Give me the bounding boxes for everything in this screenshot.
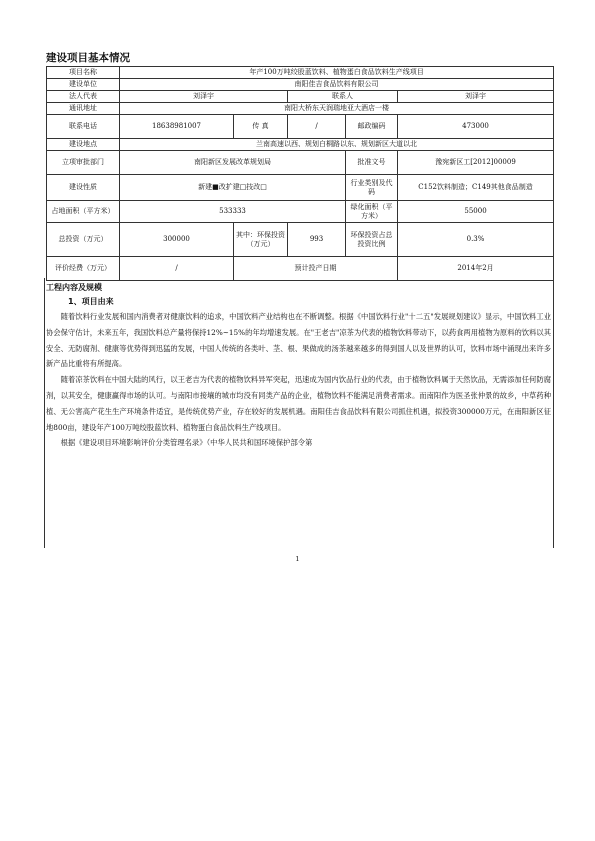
project-info-table bbox=[46, 66, 554, 281]
table-row bbox=[47, 67, 554, 79]
cell-label: 绿化面积（平方米） bbox=[346, 201, 398, 223]
cell-value: 年产100万吨绞股蓝饮料、植物蛋白食品饮料生产线项目 bbox=[120, 67, 554, 79]
cell-value: 993 bbox=[288, 223, 346, 257]
cell-value: 豫宛新区工[2012]00009 bbox=[398, 151, 554, 175]
table-row bbox=[47, 91, 554, 103]
cell-label: 建设性质 bbox=[47, 175, 120, 201]
table-row bbox=[47, 139, 554, 151]
cell-label: 立项审批部门 bbox=[47, 151, 120, 175]
cell-label: 评价经费（万元） bbox=[47, 257, 120, 281]
cell-label: 其中：环保投资（万元） bbox=[234, 223, 288, 257]
cell-label: 建设地点 bbox=[47, 139, 120, 151]
table-row bbox=[47, 223, 554, 257]
cell-label: 建设单位 bbox=[47, 79, 120, 91]
content-frame-right bbox=[553, 278, 554, 548]
table-row bbox=[47, 103, 554, 115]
cell-label: 传 真 bbox=[234, 115, 288, 139]
cell-label: 通讯地址 bbox=[47, 103, 120, 115]
cell-label: 邮政编码 bbox=[346, 115, 398, 139]
cell-label: 行业类别及代码 bbox=[346, 175, 398, 201]
cell-label: 项目名称 bbox=[47, 67, 120, 79]
cell-label: 法人代表 bbox=[47, 91, 120, 103]
cell-value: 0.3% bbox=[398, 223, 554, 257]
cell-label: 批准文号 bbox=[346, 151, 398, 175]
cell-value: 473000 bbox=[398, 115, 554, 139]
cell-value: 兰南高速以西、规划白桐路以东、规划新区大道以北 bbox=[120, 139, 554, 151]
cell-label: 总投资（万元） bbox=[47, 223, 120, 257]
cell-value: / bbox=[288, 115, 346, 139]
cell-value: 2014年2月 bbox=[398, 257, 554, 281]
cell-value: 新建■改扩建□技改□ bbox=[120, 175, 346, 201]
cell-value: 55000 bbox=[398, 201, 554, 223]
page-title: 建设项目基本情况 bbox=[46, 52, 130, 64]
cell-label: 联系电话 bbox=[47, 115, 120, 139]
body-text bbox=[46, 309, 551, 451]
paragraph: 随着饮料行业发展和国内消费者对健康饮料的追求，中国饮料产业结构也在不断调整。根据《中国饮料行业"十二五"发展规划建议》显示，中国饮料工业协会保守估计，未来五年，我国饮料总产量将保持12%~15%的年均增速发展。在"王老吉"凉茶为代表的植物饮料带动下，以药食两用植物为原料的饮料以其安全、无防腐剂、健康等优势得到迅猛的发展，中国人传统的各类叶、茎、根、果做成的汤茶越来越多的得到国人以及世界的认可，饮料市场中涌现出来许多新产品比重将有所提高。 bbox=[46, 312, 551, 369]
table-row bbox=[47, 79, 554, 91]
table-row bbox=[47, 257, 554, 281]
cell-value: 300000 bbox=[120, 223, 234, 257]
paragraph: 随着凉茶饮料在中国大陆的风行，以王老吉为代表的植物饮料异军突起，迅速成为国内饮品行业的代表，由于植物饮料属于天然饮品，无需添加任何防腐剂，以其安全，健康赢得市场的认可。与南阳市接壤的城市均没有同类产品的企业，植物饮料不能满足消费者需求。而南阳作为医圣张仲景的故乡，中草药种植、无公害高产花生生产环境条件适宜，是传统优势产业，存在较好的发展机遇。南阳佳吉食品饮料有限公司抓住机遇，拟投资300000万元，在南阳新区征地800亩，建设年产100万吨绞股蓝饮料、植物蛋白食品饮料生产线项目。 bbox=[46, 375, 551, 432]
cell-value: 刘泽宇 bbox=[398, 91, 554, 103]
cell-value: / bbox=[120, 257, 234, 281]
cell-label: 联系人 bbox=[288, 91, 398, 103]
table-row bbox=[47, 151, 554, 175]
subsection-title: 1、项目由来 bbox=[68, 297, 114, 306]
table-row bbox=[47, 115, 554, 139]
cell-value: 南阳佳吉食品饮料有限公司 bbox=[120, 79, 554, 91]
page-number: 1 bbox=[295, 555, 300, 563]
cell-label: 占地面积（平方米） bbox=[47, 201, 120, 223]
cell-value: 18638981007 bbox=[120, 115, 234, 139]
content-frame-left bbox=[44, 278, 45, 548]
cell-value: 南阳新区发展改革规划局 bbox=[120, 151, 346, 175]
table-row bbox=[47, 201, 554, 223]
cell-value: 南阳大桥东天润瑞地亚大酒店一楼 bbox=[120, 103, 554, 115]
cell-value: C152饮料制造；C149其他食品制造 bbox=[398, 175, 554, 201]
cell-value: 刘泽宇 bbox=[120, 91, 288, 103]
cell-value: 533333 bbox=[120, 201, 346, 223]
cell-label: 预计投产日期 bbox=[234, 257, 398, 281]
table-row bbox=[47, 175, 554, 201]
paragraph: 根据《建设项目环境影响评价分类管理名录》（中华人民共和国环境保护部令第 bbox=[60, 438, 313, 448]
section-title: 工程内容及规模 bbox=[46, 283, 102, 292]
cell-label: 环保投资占总投资比例 bbox=[346, 223, 398, 257]
